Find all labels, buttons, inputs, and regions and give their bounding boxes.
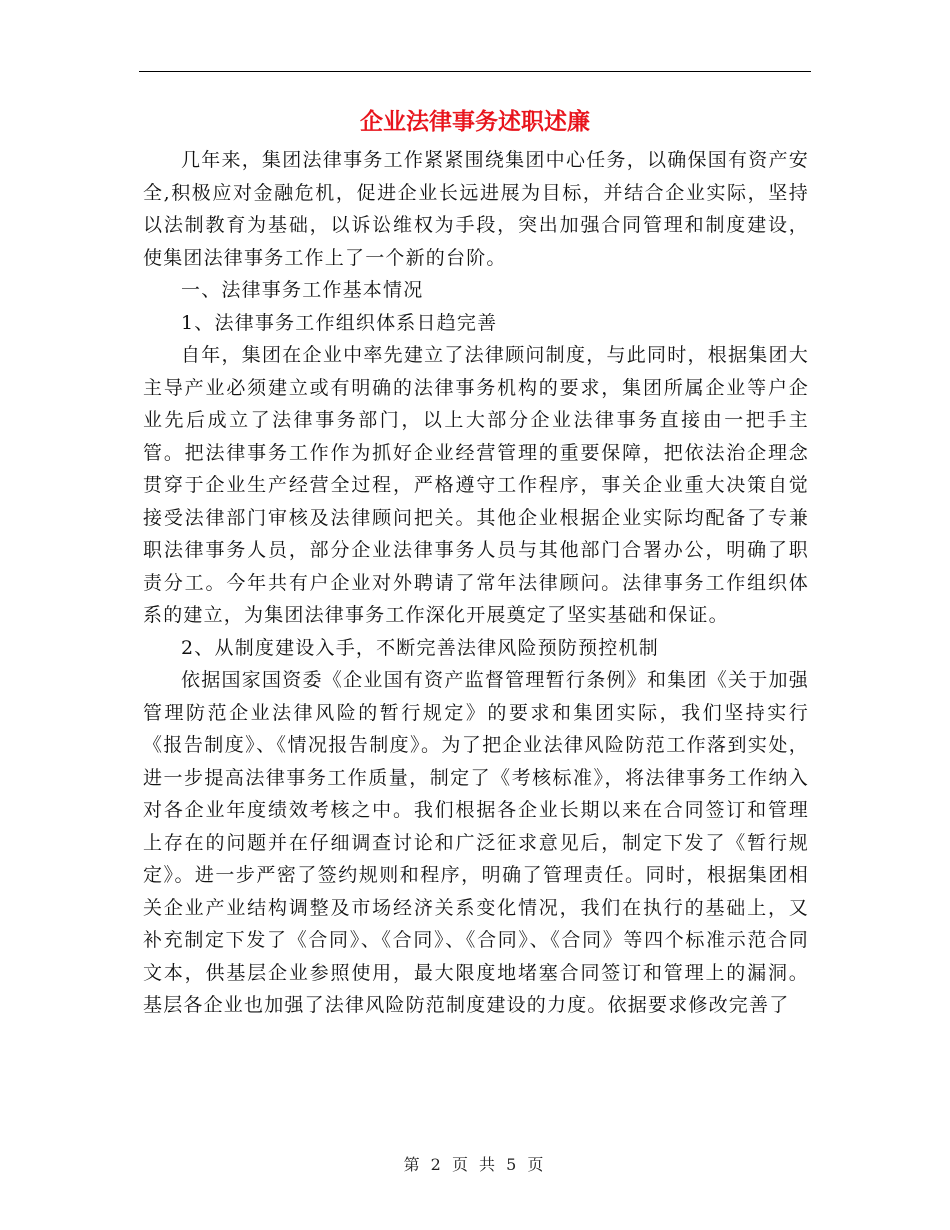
header-rule (139, 71, 811, 72)
paragraph: 依据国家国资委《企业国有资产监督管理暂行条例》和集团《关于加强管理防范企业法律风险的暂行规定》的要求和集团实际，我们坚持实行《报告制度》、《情况报告制度》。为了把企业法律风险防范工作落到实处，进一步提高法律事务工作质量，制定了《考核标准》，将法律事务工作纳入对各企业年度绩效考核之中。我们根据各企业长期以来在合同签订和管理上存在的问题并在仔细调查讨论和广泛征求意见后，制定下发了《暂行规定》。进一步严密了签约规则和程序，明确了管理责任。同时，根据集团相关企业产业结构调整及市场经济关系变化情况，我们在执行的基础上，又补充制定下发了《合同》、《合同》、《合同》、《合同》等四个标准示范合同文本，供基层企业参照使用，最大限度地堵塞合同签订和管理上的漏洞。基层各企业也加强了法律风险防范制度建设的力度。依据要求修改完善了 (143, 669, 809, 1016)
subsection-heading: 2、从制度建设入手，不断完善法律风险预防预控机制 (181, 636, 659, 659)
paragraph: 几年来，集团法律事务工作紧紧围绕集团中心任务，以确保国有资产安全,积极应对金融危机，促进企业长远进展为目标，并结合企业实际，坚持以法制教育为基础，以诉讼维权为手段，突出加强合同管理和制度建设，使集团法律事务工作上了一个新的台阶。 (143, 149, 809, 269)
subsection-heading: 1、法律事务工作组织体系日趋完善 (181, 311, 498, 334)
document-title: 企业法律事务述职述廉 (360, 108, 590, 135)
paragraph: 自年，集团在企业中率先建立了法律顾问制度，与此同时，根据集团大主导产业必须建立或有明确的法律事务机构的要求，集团所属企业等户企业先后成立了法律事务部门，以上大部分企业法律事务直接由一把手主管。把法律事务工作作为抓好企业经营管理的重要保障，把依法治企理念贯穿于企业生产经营全过程，严格遵守工作程序，事关企业重大决策自觉接受法律部门审核及法律顾问把关。其他企业根据企业实际均配备了专兼职法律事务人员，部分企业法律事务人员与其他部门合署办公，明确了职责分工。今年共有户企业对外聘请了常年法律顾问。法律事务工作组织体系的建立，为集团法律事务工作深化开展奠定了坚实基础和保证。 (143, 344, 809, 626)
document-body (143, 144, 809, 1022)
page-footer: 第 2 页 共 5 页 (403, 1155, 547, 1174)
section-heading: 一、法律事务工作基本情况 (181, 279, 424, 301)
